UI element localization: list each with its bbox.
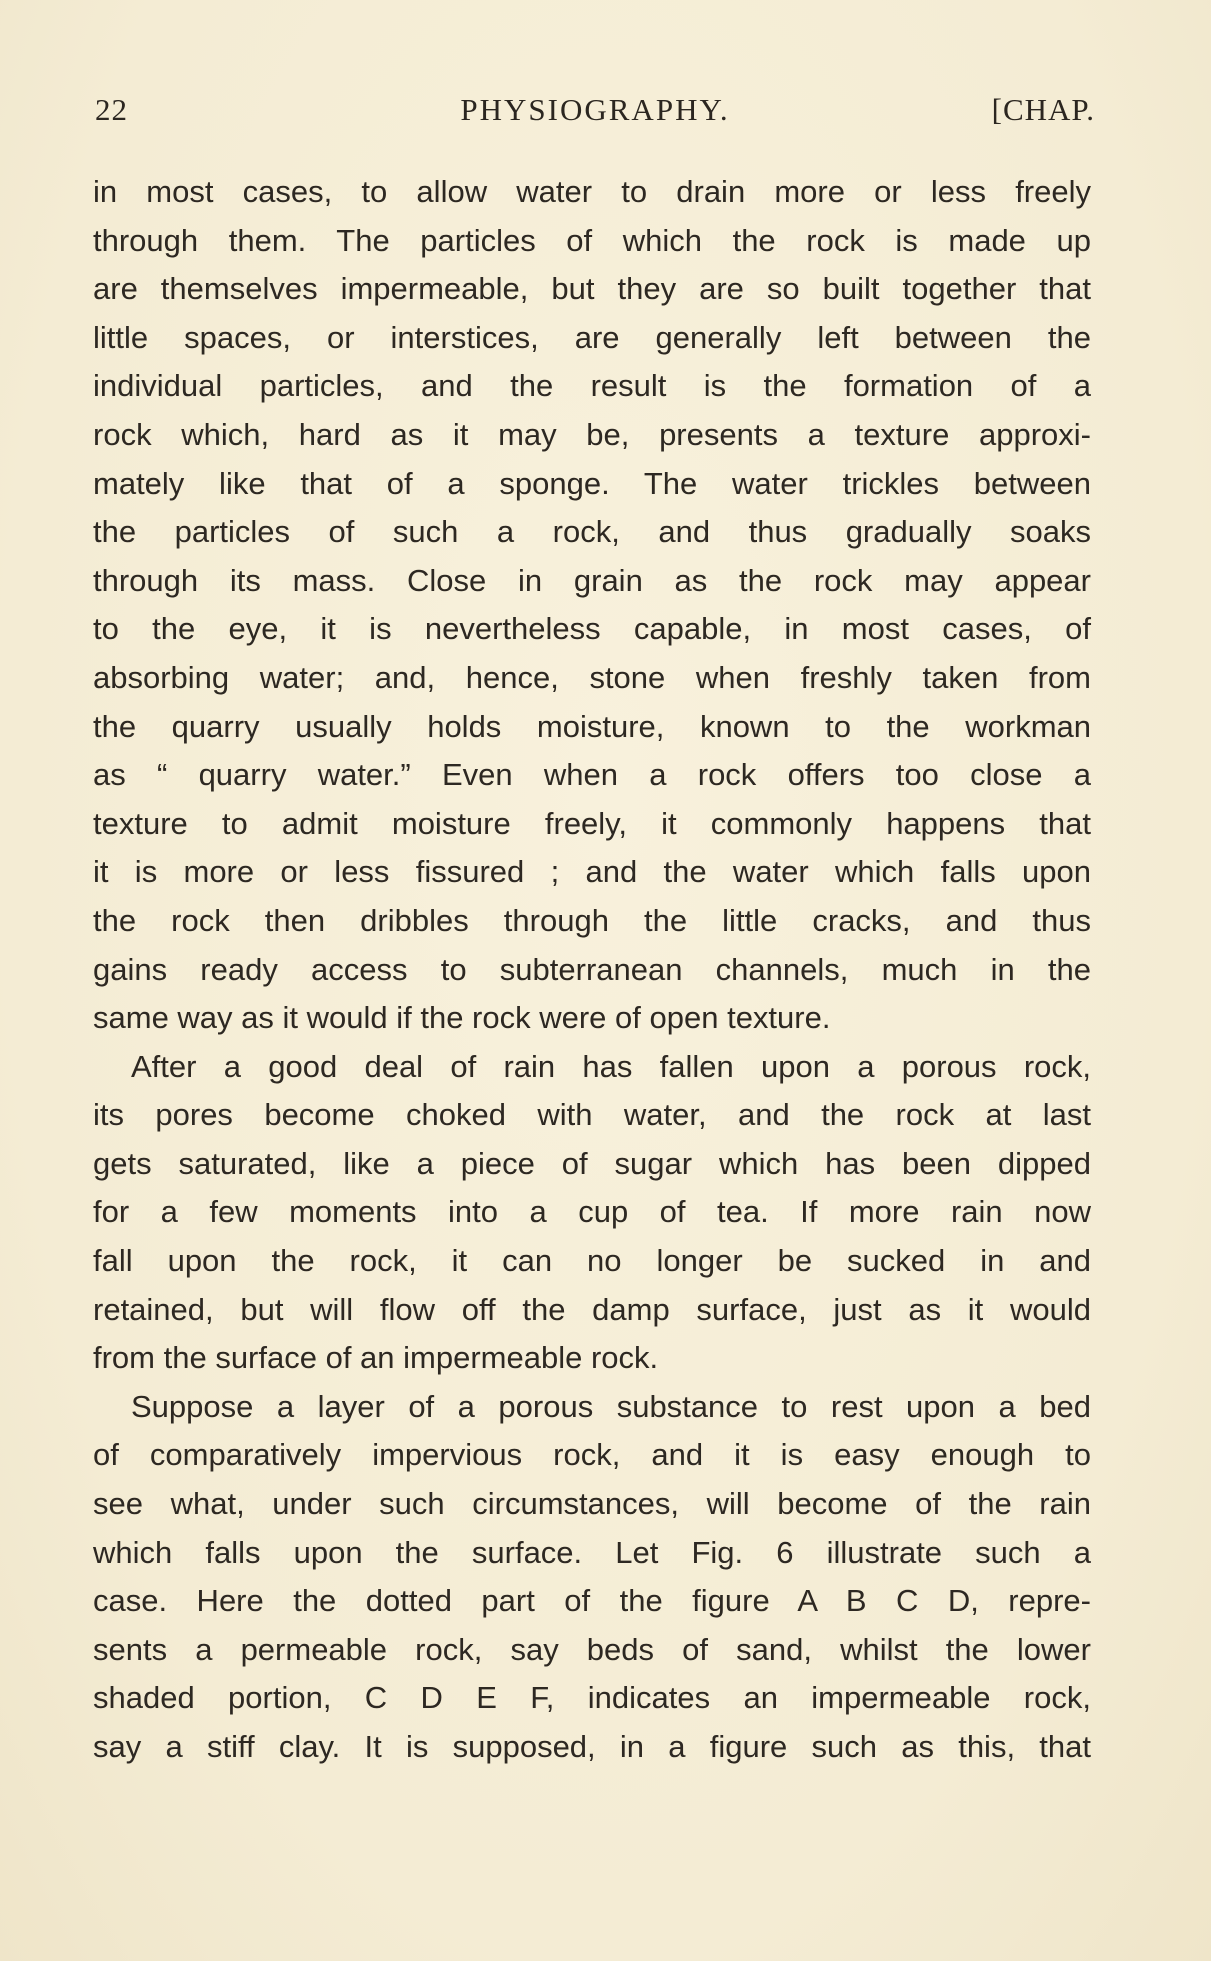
text-line: through them. The particles of which the rock is made up [93, 222, 1091, 258]
text-line: the rock then dribbles through the little cracks, and thus [93, 902, 1091, 938]
text-line: After a good deal of rain has fallen upon a porous rock, [131, 1048, 1091, 1084]
text-line: Suppose a layer of a porous substance to rest upon a bed [131, 1388, 1091, 1424]
text-line: fall upon the rock, it can no longer be sucked in and [93, 1243, 1091, 1279]
text-line: for a few moments into a cup of tea. If more rain now [93, 1194, 1091, 1230]
body-text [93, 168, 1091, 1772]
text-line: gains ready access to subterranean channels, much in the [93, 951, 1091, 987]
text-line: it is more or less fissured ; and the water which falls upon [93, 854, 1091, 890]
text-line: see what, under such circumstances, will become of the rain [93, 1486, 1091, 1522]
text-line: the quarry usually holds moisture, known to the workman [93, 708, 1091, 744]
text-line: its pores become choked with water, and the rock at last [93, 1097, 1091, 1133]
text-line: say a stiff clay. It is supposed, in a figure such as this, that [93, 1729, 1091, 1764]
page-header [95, 92, 1095, 138]
text-line: from the surface of an impermeable rock. [93, 1340, 659, 1376]
text-line: retained, but will flow off the damp surface, just as it would [93, 1291, 1091, 1327]
text-line: of comparatively impervious rock, and it is easy enough to [93, 1437, 1091, 1473]
text-line: which falls upon the surface. Let Fig. 6 illustrate such a [93, 1534, 1091, 1570]
text-line: absorbing water; and, hence, stone when freshly taken from [93, 659, 1091, 695]
text-line: gets saturated, like a piece of sugar which has been dipped [93, 1145, 1091, 1181]
text-line: in most cases, to allow water to drain more or less freely [93, 174, 1091, 209]
text-line: same way as it would if the rock were of open texture. [93, 1000, 831, 1036]
text-line: through its mass. Close in grain as the rock may appear [93, 562, 1091, 598]
text-line: texture to admit moisture freely, it commonly happens that [93, 805, 1091, 841]
text-line: shaded portion, C D E F, indicates an impermeable rock, [93, 1680, 1091, 1716]
chapter-mark: [CHAP. [991, 92, 1095, 127]
text-line: little spaces, or interstices, are generally left between the [93, 319, 1091, 355]
text-line: to the eye, it is nevertheless capable, in most cases, of [93, 611, 1091, 647]
text-line: are themselves impermeable, but they are so built together that [93, 271, 1091, 307]
running-title: PHYSIOGRAPHY. [460, 92, 730, 127]
text-line: the particles of such a rock, and thus gradually soaks [93, 514, 1091, 550]
text-line: rock which, hard as it may be, presents a texture approxi- [93, 416, 1091, 452]
text-line: as “ quarry water.” Even when a rock offers too close a [93, 757, 1091, 793]
text-line: sents a permeable rock, say beds of sand, whilst the lower [93, 1631, 1091, 1667]
page-number: 22 [95, 92, 128, 127]
text-line: mately like that of a sponge. The water trickles between [93, 465, 1091, 501]
text-line: case. Here the dotted part of the figure A B C D, repre- [93, 1583, 1091, 1619]
text-line: individual particles, and the result is the formation of a [93, 368, 1091, 404]
